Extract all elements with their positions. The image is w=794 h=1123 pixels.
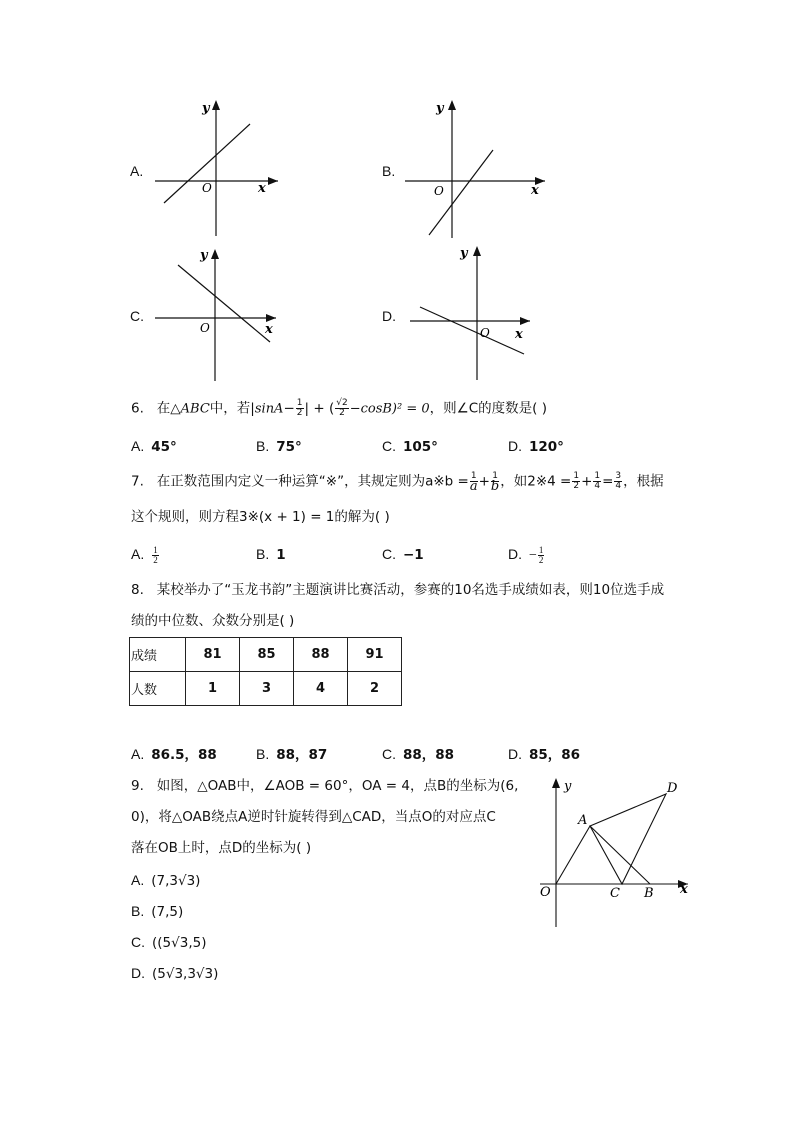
table-header-cell: 人数 (130, 672, 186, 706)
table-cell: 91 (348, 638, 402, 672)
question-9-line-1: 9. 如图，△OAB中，∠AOB = 60°，OA = 4，点B的坐标为(6, (131, 778, 519, 794)
question-8-line-2: 绩的中位数、众数分别是( ) (131, 613, 295, 629)
graph-option-b-label: B. (382, 163, 396, 179)
scores-table (129, 637, 402, 706)
svg-text:x: x (265, 322, 273, 337)
table-row (130, 672, 402, 706)
origin-label: O (202, 181, 212, 195)
question-6-option-c: C. 105° (382, 438, 438, 455)
svg-text:y: y (436, 101, 444, 116)
svg-text:B: B (644, 886, 654, 901)
question-9-figure (530, 772, 695, 930)
triangle-cad (590, 794, 666, 884)
svg-text:x: x (531, 183, 539, 198)
table-cell: 4 (294, 672, 348, 706)
question-9-line-3: 落在OB上时，点D的坐标为( ) (131, 840, 312, 856)
graph-option-c-label: C. (130, 308, 144, 324)
question-8-option-c: C. 88，88 (382, 746, 455, 763)
question-9-option-b: B. (7,5) (131, 903, 184, 920)
x-axis-label: x (258, 181, 266, 196)
graph-b (400, 96, 550, 240)
question-7-line-1: 7. 在正数范围内定义一种运算“※”，其规定则为a※b = $\frac{1}{a}$ + $\frac{1}{b}$ ，如2※4 = $\frac{1}{2}$ + $\frac{1}{4}$ = $\frac{3}{4}$ ，根据 (131, 471, 664, 494)
svg-text:x: x (680, 882, 688, 897)
svg-text:O: O (480, 326, 490, 340)
svg-text:C: C (610, 886, 620, 901)
question-7-line-2: 这个规则，则方程3※(x + 1) = 1的解为( ) (131, 509, 390, 525)
question-6-option-a: A. 45° (131, 438, 177, 455)
question-8-option-b: B. 88，87 (256, 746, 328, 763)
question-8-line-1: 8. 某校举办了“玉龙书韵”主题演讲比赛活动，参赛的10名选手成绩如表，则10位选手成 (131, 582, 665, 598)
question-8-option-a: A. 86.5，88 (131, 746, 217, 763)
table-cell: 2 (348, 672, 402, 706)
graph-option-d-label: D. (382, 308, 396, 324)
question-6-stem: 6. 在△ABC中，若|sinA− $\frac{1}{2}$ | + ( $\frac{√2}{2}$ −cosB)² = 0，则∠C的度数是( ) (131, 398, 547, 418)
question-9-option-d: D. (5√3,3√3) (131, 965, 219, 982)
y-axis-label: y (202, 101, 210, 116)
svg-text:D: D (667, 781, 678, 796)
svg-text:y: y (200, 248, 208, 263)
question-6-option-b: B. 75° (256, 438, 302, 455)
y-axis-arrow (212, 100, 220, 110)
question-8-option-d: D. 85，86 (508, 746, 581, 763)
question-9-option-a: A. (7,3√3) (131, 872, 201, 889)
table-row (130, 638, 402, 672)
question-9-option-c: C. ((5√3,5) (131, 934, 207, 951)
question-7-option-c: C. −1 (382, 546, 424, 563)
svg-text:y: y (460, 246, 468, 261)
graph-d (400, 240, 535, 382)
question-7-option-d: D. − $\frac{1}{2}$ (508, 545, 544, 566)
table-cell: 88 (294, 638, 348, 672)
svg-text:O: O (434, 184, 444, 198)
table-cell: 85 (240, 638, 294, 672)
svg-text:A: A (578, 813, 588, 828)
svg-text:O: O (540, 885, 551, 900)
svg-text:O: O (200, 321, 210, 335)
question-9-line-2: 0)，将△OAB绕点A逆时针旋转得到△CAD，当点O的对应点C (131, 809, 496, 825)
svg-text:y: y (564, 779, 572, 794)
y-axis-arrow (552, 778, 560, 788)
graph-c (150, 243, 280, 383)
graph-option-a-label: A. (130, 163, 144, 179)
table-cell: 3 (240, 672, 294, 706)
table-cell: 1 (186, 672, 240, 706)
graph-a (150, 96, 280, 238)
question-7-option-a: A. $\frac{1}{2}$ (131, 545, 158, 566)
table-cell: 81 (186, 638, 240, 672)
x-axis-arrow (268, 177, 278, 185)
question-6-option-d: D. 120° (508, 438, 564, 455)
table-header-cell: 成绩 (130, 638, 186, 672)
question-7-option-b: B. 1 (256, 546, 286, 563)
svg-text:x: x (515, 327, 523, 342)
